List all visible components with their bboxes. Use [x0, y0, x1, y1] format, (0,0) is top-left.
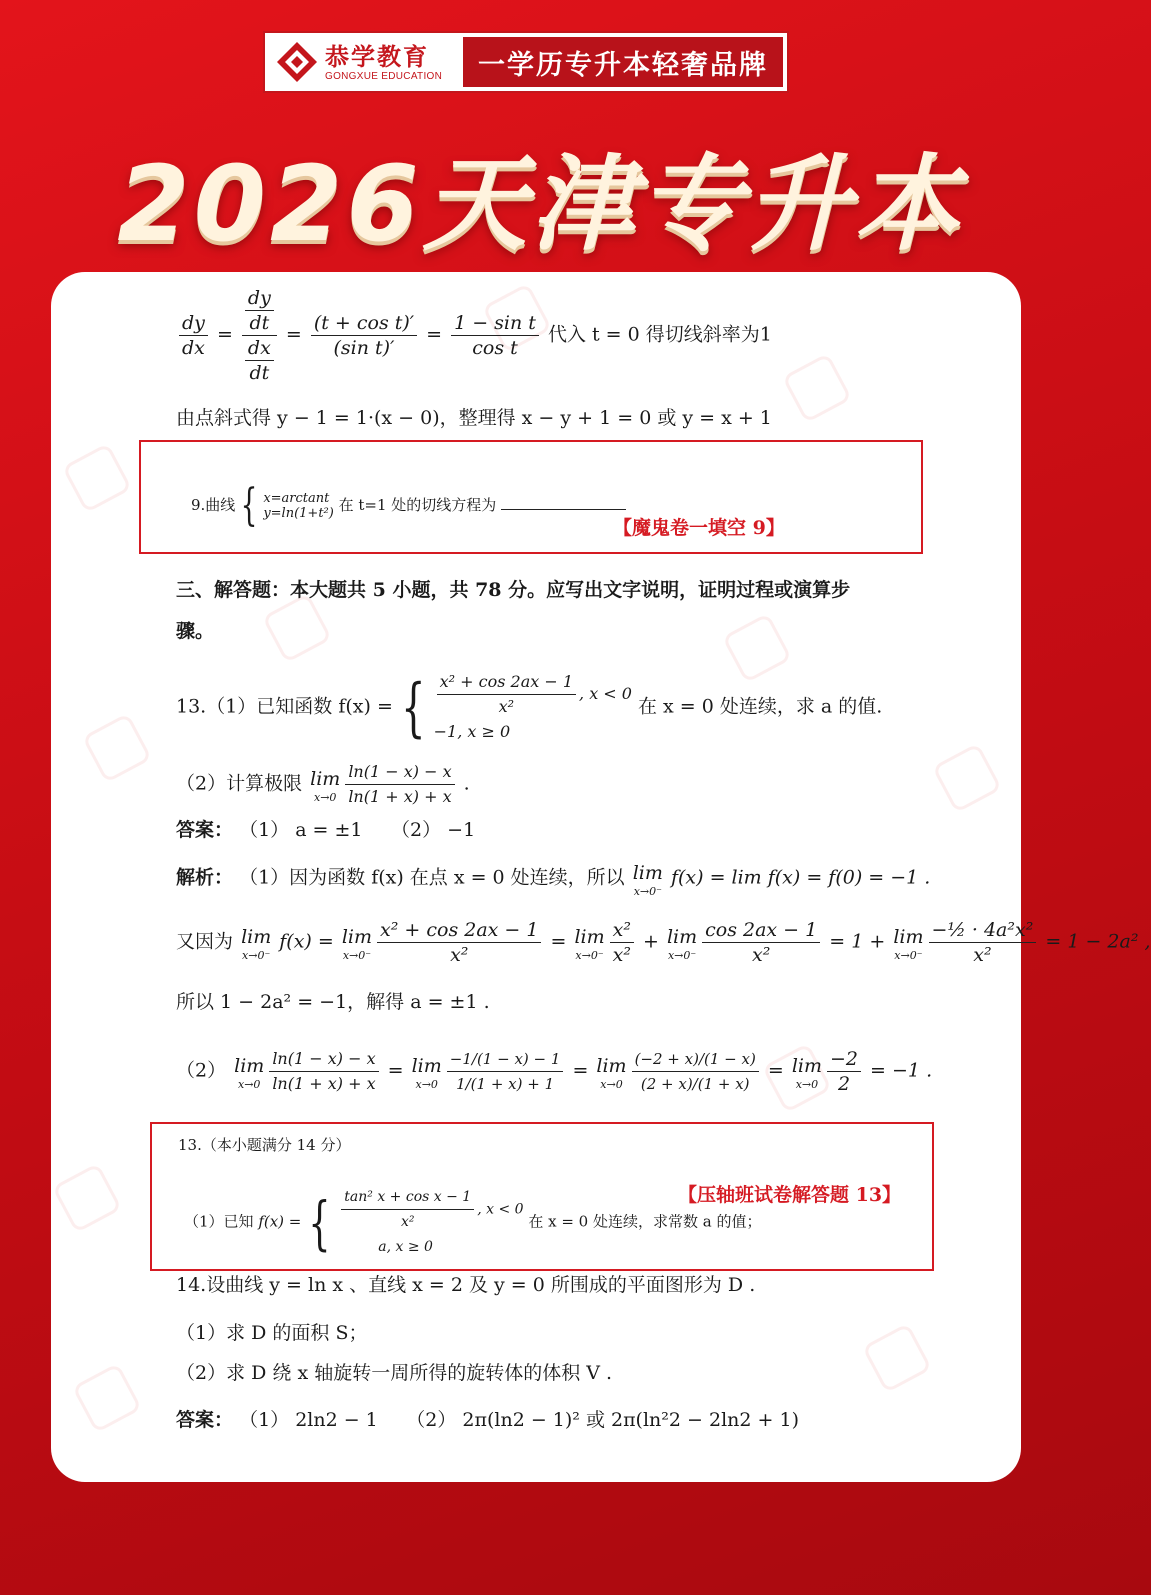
q13-case1: , x < 0 — [579, 684, 632, 703]
derivative-formula: $\frac{dy}{dx}$ = $\frac{\frac{dy}{dt}}{\frac{dx}{dt}}$ = $\frac{\text{(t + cos t)′}}{\text{(sin t)′}}$ = $\frac{\text{1 − sin t}}{\text{cos t}}$ 代入 t = 0 得切线斜率为1 — [176, 286, 772, 385]
point-slope-line: 由点斜式得 y − 1 = 1·(x − 0)，整理得 x − y + 1 = 0 或 y = x + 1 — [176, 407, 772, 429]
q13-part1: 13.（1）已知函数 f(x) = { $\frac{\text{x² + cos 2ax − 1}}{\text{x²}}$ , x < 0 −1, x ≥ 0 在 x = 0 处连续，求 a 的值. — [176, 670, 883, 745]
answer-blank — [501, 509, 626, 510]
q14-title: 14.设曲线 y = ln x 、直线 x = 2 及 y = 0 所围成的平面图形为 D . — [176, 1274, 756, 1296]
brand-banner — [263, 31, 789, 93]
answer-13-text: （1） a = ±1 （2） −1 — [239, 819, 476, 841]
analysis-1-eq: f(x) = lim f(x) = f(0) = −1 . — [670, 866, 931, 889]
box2-tag: 【压轴班试卷解答题 13】 — [678, 1184, 902, 1206]
box2-part: （1）已知 — [184, 1212, 254, 1231]
watermark-icon — [82, 713, 152, 783]
analysis-line-2: 又因为 lim x→0⁻ f(x) = lim x→0⁻ $\frac{\text{x² + cos 2ax − 1}}{\text{x²}}$ = lim x→0⁻ $\frac{\text{x²}}{\text{x²}}$ + lim x→0⁻ $\frac{\cos 2ax - 1}{\text{x²}}$ = 1 + lim x→0⁻ $\frac{\text{−½ · 4a²x²}}{\text{x²}}$ = 1 − 2a² , — [176, 919, 1151, 966]
analysis-1-text: （1）因为函数 f(x) 在点 x = 0 处连续，所以 — [239, 866, 625, 889]
box1-eq2: y=ln(1+t²) — [263, 506, 334, 521]
watermark-icon — [72, 1363, 142, 1433]
content-card — [51, 272, 1151, 1482]
box2-post: 在 x = 0 处连续，求常数 a 的值； — [528, 1212, 762, 1231]
gongxue-logo-icon — [275, 40, 319, 84]
analysis-line-3: 所以 1 − 2a² = −1，解得 a = ±1 . — [176, 991, 490, 1013]
q14-part1: （1）求 D 的面积 S； — [176, 1322, 368, 1344]
watermark-icon — [782, 353, 852, 423]
part2-label: （2） — [176, 1059, 227, 1082]
q13-part2: （2）计算极限 lim x→0 $\frac{\ln(1 - x) - x}{\ln(1 + x) + x}$ . — [176, 762, 470, 806]
brand-name-en: GONGXUE EDUCATION — [325, 70, 443, 82]
watermark-icon — [932, 743, 1002, 813]
q13-2-pre: （2）计算极限 — [176, 772, 303, 795]
watermark-icon — [262, 593, 332, 663]
box1-tag: 【魔鬼卷一填空 9】 — [613, 517, 785, 539]
analysis-part2: （2） lim x→0 $\frac{\ln(1 - x) - x}{\ln(1 + x) + x}$ = lim x→0 $\frac{-1/(1 - x) - 1}{1/(1 + x) + 1}$ = lim x→0 $\frac{(-2 + x)/(1 - x)}{(2 + x)/(1 + x)}$ = lim x→0 $\frac{-2}{2}$ = −1 . — [176, 1048, 933, 1095]
watermark-icon — [862, 1323, 932, 1393]
analysis-2-pre: 又因为 — [176, 930, 234, 953]
section-3-heading: 三、解答题：本大题共 5 小题，共 78 分。应写出文字说明，证明过程或演算步 — [176, 579, 851, 601]
box2-case2: a, x ≥ 0 — [378, 1239, 433, 1255]
q13-1-pre: 13.（1）已知函数 f(x) = — [176, 695, 393, 718]
section-3-heading-cont: 骤。 — [176, 620, 215, 642]
analysis-line-1: 解析： （1）因为函数 f(x) 在点 x = 0 处连续，所以 lim x→0⁻ f(x) = lim f(x) = f(0) = −1 . — [176, 862, 931, 898]
box1-q-label: 9.曲线 — [191, 496, 236, 514]
box1-eq1: x=arctant — [263, 491, 330, 506]
answer-13 — [176, 817, 475, 843]
answer-label: 答案： — [176, 819, 234, 841]
brand-name-cn: 恭学教育 — [325, 42, 429, 71]
box2-question: （1）已知 f(x) = { $\frac{\text{tan² x + cos x − 1}}{\text{x²}}$ , x < 0 a, x ≥ 0 在 x = 0 处连续，求常数 a 的值； — [184, 1185, 761, 1260]
watermark-icon — [62, 443, 132, 513]
box2-title: 13.（本小题满分 14 分） — [178, 1136, 351, 1154]
answer-14-label: 答案： — [176, 1409, 234, 1431]
q14-part2: （2）求 D 绕 x 轴旋转一周所得的旋转体的体积 V . — [176, 1362, 613, 1384]
page-title: 2026天津专升本 — [117, 143, 963, 265]
answer-14-text: （1） 2ln2 − 1 （2） 2π(ln2 − 1)² 或 2π(ln²2 − 2ln2 + 1) — [239, 1409, 799, 1431]
watermark-icon — [52, 1163, 122, 1233]
answer-14 — [176, 1407, 799, 1433]
box1-question: 9.曲线 { x=arctant y=ln(1+t²) 在 t=1 处的切线方程为 — [191, 484, 626, 528]
q13-1-post: 在 x = 0 处连续，求 a 的值. — [638, 695, 883, 718]
slope-text: 代入 t = 0 得切线斜率为1 — [547, 323, 772, 346]
q13-case2: −1, x ≥ 0 — [433, 722, 511, 741]
analysis-label: 解析： — [176, 866, 234, 889]
box1-rest: 在 t=1 处的切线方程为 — [338, 496, 497, 514]
brand-slogan: 一学历专升本轻奢品牌 — [463, 37, 783, 87]
brand-logo-block — [265, 33, 463, 91]
